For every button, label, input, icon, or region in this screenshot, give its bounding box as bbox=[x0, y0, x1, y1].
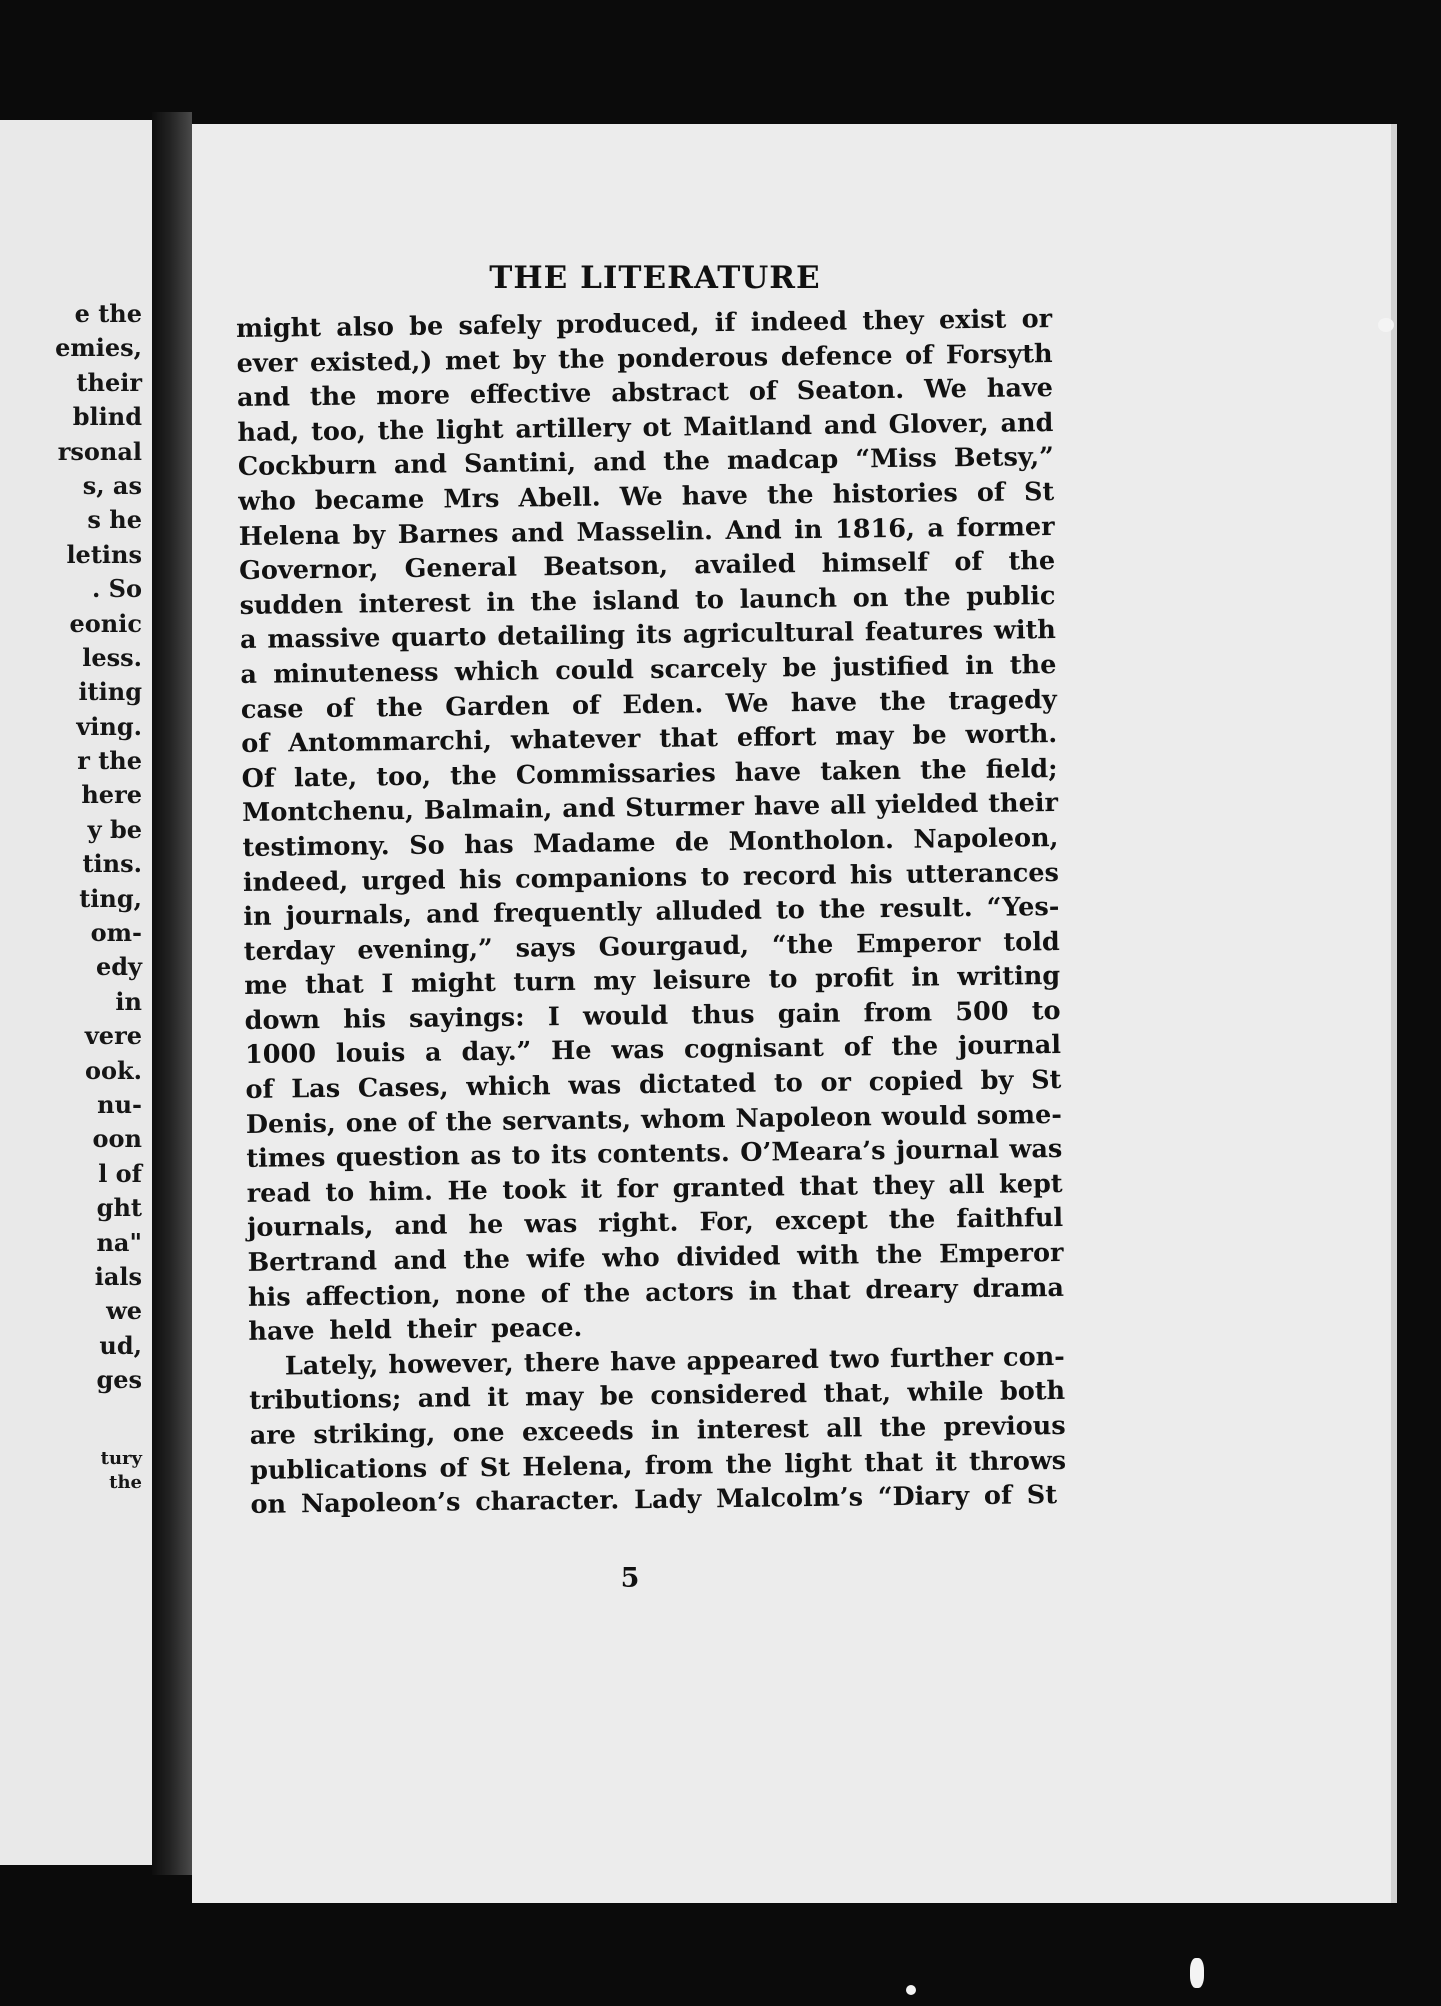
left-page-fragment bbox=[0, 120, 152, 1865]
left-page-line: iting bbox=[78, 677, 142, 707]
text-line: testimony. So has Madame de Montholon. Napoleon, bbox=[242, 822, 1059, 863]
left-page-line: ting, bbox=[79, 883, 142, 913]
left-page-line: edy bbox=[96, 952, 142, 982]
left-page-line: . So bbox=[91, 574, 142, 604]
left-page-line: ges bbox=[96, 1365, 142, 1395]
text-line: 1000 louis a day.” He was cognisant of the journal bbox=[244, 1030, 1062, 1071]
left-page-footnote-line: tury bbox=[100, 1447, 142, 1469]
text-line: on Napoleon’s character. Lady Malcolm’s “Diary of St bbox=[250, 1480, 1058, 1521]
text-line: and the more effective abstract of Seaton. We have bbox=[236, 373, 1054, 414]
text-line: of Las Cases, which was dictated to or copied by St bbox=[245, 1065, 1062, 1106]
left-page-line: nu- bbox=[97, 1089, 142, 1119]
book-gutter bbox=[152, 112, 192, 1875]
left-page-line: y be bbox=[87, 814, 142, 844]
scan-speck bbox=[1190, 1958, 1204, 1988]
text-line: his affection, none of the actors in that dreary drama bbox=[247, 1272, 1065, 1313]
text-line: a massive quarto detailing its agricultural features with bbox=[239, 615, 1057, 656]
text-line: journals, and he was right. For, except the faithful bbox=[247, 1203, 1064, 1244]
text-line: are striking, one exceeds in interest all the previous bbox=[249, 1410, 1066, 1451]
text-line: terday evening,” says Gourgaud, “the Emperor told bbox=[243, 926, 1060, 967]
text-line: of Antommarchi, whatever that effort may be worth. bbox=[241, 719, 1058, 760]
left-page-line: ook. bbox=[85, 1055, 142, 1085]
text-line: down his sayings: I would thus gain from 500 to bbox=[244, 995, 1061, 1036]
left-page-line: in bbox=[115, 986, 142, 1016]
text-line: sudden interest in the island to launch on the public bbox=[239, 580, 1056, 621]
text-line: might also be safely produced, if indeed they exist or bbox=[236, 304, 1053, 344]
text-line: in journals, and frequently alluded to the result. “Yes- bbox=[243, 892, 1060, 933]
left-page-line: ght bbox=[96, 1193, 142, 1223]
left-page-line: ud, bbox=[99, 1330, 142, 1360]
text-line: Denis, one of the servants, whom Napoleon would some- bbox=[245, 1099, 1063, 1140]
text-line: publications of St Helena, from the light that it throws bbox=[249, 1445, 1067, 1486]
running-head: THE LITERATURE bbox=[489, 260, 821, 296]
page-number: 5 bbox=[620, 1563, 640, 1594]
text-line: have held their peace. bbox=[248, 1313, 583, 1348]
text-line: Montchenu, Balmain, and Sturmer have all yielded their bbox=[241, 788, 1059, 829]
left-page-line: ving. bbox=[76, 711, 142, 741]
left-page-line: rsonal bbox=[57, 436, 142, 466]
left-page-line: s he bbox=[87, 505, 142, 535]
text-line: ever existed,) met by the ponderous defence of Forsyth bbox=[236, 338, 1053, 379]
scan-speck bbox=[906, 1985, 916, 1995]
left-page-line: blind bbox=[72, 402, 142, 432]
text-line: Of late, too, the Commissaries have taken the field; bbox=[241, 753, 1058, 794]
left-page-line: s, as bbox=[82, 470, 142, 500]
text-line: Lately, however, there have appeared two further con- bbox=[284, 1341, 1065, 1382]
scan-speck bbox=[1378, 318, 1394, 332]
left-page-line: oon bbox=[92, 1124, 142, 1154]
left-page-line: here bbox=[81, 780, 142, 810]
left-page-line: e the bbox=[74, 299, 142, 328]
text-line: Helena by Barnes and Masselin. And in 1816, a former bbox=[238, 511, 1055, 552]
body-text bbox=[236, 302, 1067, 1523]
left-page-line: eonic bbox=[69, 608, 142, 638]
left-page-line: we bbox=[106, 1296, 142, 1326]
text-line: a minuteness which could scarcely be justified in the bbox=[240, 649, 1057, 690]
left-page-line: their bbox=[76, 367, 142, 397]
left-page-line: ials bbox=[94, 1261, 142, 1291]
text-line: Cockburn and Santini, and the madcap “Miss Betsy,” bbox=[237, 442, 1054, 483]
left-page-text-column bbox=[2, 297, 142, 1496]
left-page-line: letins bbox=[66, 539, 142, 569]
text-line: read to him. He took it for granted that they all kept bbox=[246, 1168, 1063, 1209]
left-page-line: tins. bbox=[82, 849, 142, 879]
text-line: tributions; and it may be considered that, while both bbox=[249, 1376, 1066, 1417]
text-line: who became Mrs Abell. We have the histories of St bbox=[238, 476, 1055, 517]
text-line: me that I might turn my leisure to profit in writing bbox=[244, 961, 1061, 1002]
text-line: times question as to its contents. O’Meara’s journal was bbox=[246, 1134, 1063, 1175]
text-line: indeed, urged his companions to record his utterances bbox=[242, 857, 1060, 898]
text-line: Governor, General Beatson, availed himself of the bbox=[238, 546, 1056, 587]
text-line: case of the Garden of Eden. We have the tragedy bbox=[240, 684, 1057, 725]
text-line: Bertrand and the wife who divided with the Emperor bbox=[247, 1237, 1064, 1278]
left-page-line: l of bbox=[98, 1158, 142, 1188]
left-page-footnote-line: the bbox=[109, 1471, 142, 1493]
text-line: had, too, the light artillery ot Maitland and Glover, and bbox=[237, 407, 1054, 448]
left-page-line: r the bbox=[77, 746, 142, 776]
left-page-line: vere bbox=[84, 1021, 142, 1051]
left-page-line: om- bbox=[90, 918, 142, 948]
left-page-line: less. bbox=[82, 642, 142, 672]
left-page-line: na" bbox=[96, 1227, 142, 1257]
left-page-line: emies, bbox=[55, 333, 142, 363]
